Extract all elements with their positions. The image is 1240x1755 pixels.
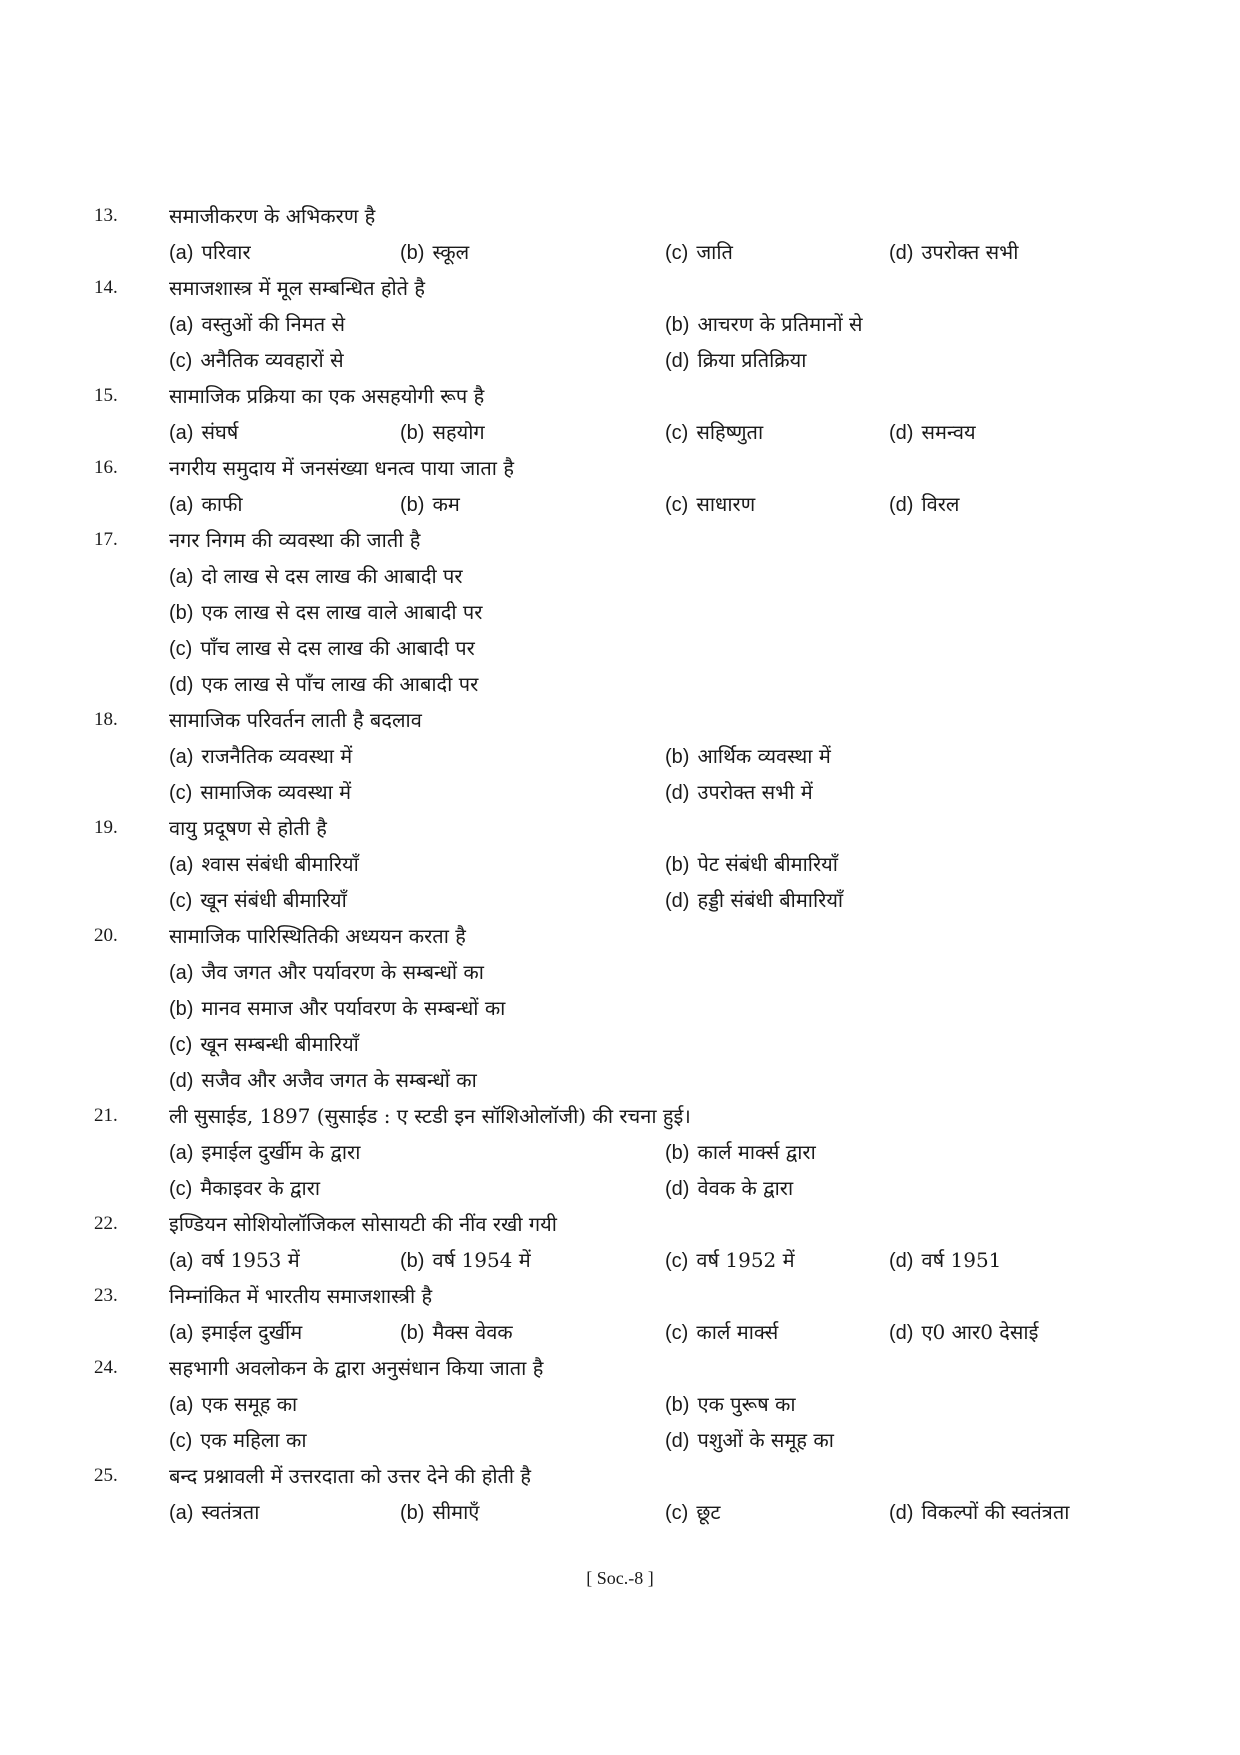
option-b <box>400 414 485 451</box>
option-label: (a) <box>169 494 194 516</box>
option-text: हड्डी संबंधी बीमारियाँ <box>697 888 844 912</box>
option-text: ए0 आर0 देसाई <box>921 1320 1039 1344</box>
question-line <box>0 270 1240 306</box>
option-text: संघर्ष <box>201 420 239 444</box>
option-text: कम <box>432 492 460 516</box>
option-label: (d) <box>889 494 914 516</box>
option-label: (a) <box>169 1394 194 1416</box>
option-label: (b) <box>665 746 690 768</box>
option-d <box>665 342 806 379</box>
options-row <box>0 1242 1240 1278</box>
option-b <box>400 1242 531 1279</box>
option-text: सहयोग <box>432 420 485 444</box>
option-c <box>665 1314 778 1351</box>
option-label: (c) <box>169 1178 193 1200</box>
options-row <box>0 1026 1240 1062</box>
option-a <box>169 306 345 343</box>
options-row <box>0 234 1240 270</box>
option-label: (a) <box>169 854 194 876</box>
option-label: (a) <box>169 314 194 336</box>
options-row <box>0 594 1240 630</box>
option-d <box>169 666 478 703</box>
option-c <box>169 882 347 919</box>
question-text: नगरीय समुदाय में जनसंख्या धनत्व पाया जाता है <box>169 456 514 480</box>
question-text: सामाजिक पारिस्थितिकी अध्ययन करता है <box>169 924 466 948</box>
option-text: वर्ष 1954 में <box>432 1248 531 1272</box>
option-text: वर्ष 1952 में <box>696 1248 795 1272</box>
options-row <box>0 990 1240 1026</box>
question-line <box>0 918 1240 954</box>
question-line <box>0 378 1240 414</box>
option-text: एक समूह का <box>201 1392 298 1416</box>
option-text: अनैतिक व्यवहारों से <box>200 348 344 372</box>
option-label: (a) <box>169 746 194 768</box>
option-text: वस्तुओं की निमत से <box>201 312 345 336</box>
question-number: 18. <box>94 709 118 730</box>
question-line <box>0 1458 1240 1494</box>
question-line <box>0 198 1240 234</box>
option-label: (a) <box>169 1502 194 1524</box>
option-d <box>665 1170 793 1207</box>
option-label: (c) <box>169 350 193 372</box>
question-line <box>0 450 1240 486</box>
option-text: काफी <box>201 492 243 516</box>
question-line <box>0 810 1240 846</box>
option-label: (d) <box>665 1178 690 1200</box>
option-text: एक पुरूष का <box>697 1392 796 1416</box>
question-text: समाजीकरण के अभिकरण है <box>169 204 376 228</box>
option-b <box>665 846 838 883</box>
option-text: जाति <box>696 240 733 264</box>
option-b <box>400 1494 479 1531</box>
option-label: (d) <box>665 1430 690 1452</box>
option-c <box>665 1242 795 1279</box>
options-row <box>0 1422 1240 1458</box>
option-label: (b) <box>400 422 425 444</box>
option-label: (d) <box>665 890 690 912</box>
page-footer: [ Soc.-8 ] <box>586 1568 654 1588</box>
option-text: पशुओं के समूह का <box>697 1428 834 1452</box>
option-text: क्रिया प्रतिक्रिया <box>697 348 807 372</box>
option-a <box>169 1134 360 1171</box>
options-row <box>0 342 1240 378</box>
question-number: 15. <box>94 385 118 406</box>
option-text: दो लाख से दस लाख की आबादी पर <box>201 564 463 588</box>
option-label: (c) <box>169 1430 193 1452</box>
option-d <box>889 1242 1001 1279</box>
option-d <box>889 1494 1069 1531</box>
options-row <box>0 1494 1240 1530</box>
option-text: एक महिला का <box>200 1428 307 1452</box>
option-c <box>169 774 351 811</box>
options-row <box>0 558 1240 594</box>
option-b <box>665 1386 796 1423</box>
option-c <box>169 1026 359 1063</box>
option-text: एक लाख से पाँच लाख की आबादी पर <box>201 672 479 696</box>
question-line <box>0 1098 1240 1134</box>
option-label: (d) <box>889 1502 914 1524</box>
option-a <box>169 846 359 883</box>
option-label: (a) <box>169 962 194 984</box>
option-label: (b) <box>400 494 425 516</box>
option-a <box>169 486 243 523</box>
option-text: समन्वय <box>921 420 976 444</box>
option-label: (c) <box>665 1502 689 1524</box>
option-d <box>665 774 813 811</box>
question-line <box>0 1350 1240 1386</box>
option-label: (c) <box>169 890 193 912</box>
question-number: 19. <box>94 817 118 838</box>
question-text: ली सुसाईड, 1897 (सुसाईड : ए स्टडी इन सॉशिओलॉजी) की रचना हुई। <box>169 1104 691 1128</box>
option-text: कार्ल मार्क्स द्वारा <box>697 1140 816 1164</box>
options-row <box>0 1314 1240 1350</box>
option-label: (b) <box>665 1142 690 1164</box>
option-label: (c) <box>169 1034 193 1056</box>
option-text: मैक्स वेवक <box>432 1320 513 1344</box>
option-text: मानव समाज और पर्यावरण के सम्बन्धों का <box>201 996 506 1020</box>
option-a <box>169 558 463 595</box>
option-d <box>889 1314 1038 1351</box>
options-row <box>0 1170 1240 1206</box>
option-label: (c) <box>665 1250 689 1272</box>
option-text: स्कूल <box>432 240 470 264</box>
option-label: (c) <box>169 782 193 804</box>
option-text: इमाईल दुर्खीम के द्वारा <box>201 1140 361 1164</box>
question-text: सामाजिक प्रक्रिया का एक असहयोगी रूप है <box>169 384 485 408</box>
option-label: (d) <box>889 1322 914 1344</box>
option-a <box>169 1314 302 1351</box>
option-d <box>889 486 960 523</box>
question-line <box>0 1206 1240 1242</box>
option-label: (d) <box>889 422 914 444</box>
option-c <box>665 486 755 523</box>
options-row <box>0 306 1240 342</box>
question-text: सहभागी अवलोकन के द्वारा अनुसंधान किया जाता है <box>169 1356 544 1380</box>
option-text: सामाजिक व्यवस्था में <box>200 780 352 804</box>
question-number: 20. <box>94 925 118 946</box>
option-label: (c) <box>665 1322 689 1344</box>
option-b <box>169 594 482 631</box>
option-text: राजनैतिक व्यवस्था में <box>201 744 353 768</box>
question-number: 23. <box>94 1285 118 1306</box>
option-b <box>665 738 831 775</box>
option-a <box>169 414 238 451</box>
option-label: (a) <box>169 1322 194 1344</box>
option-b <box>400 486 460 523</box>
option-label: (c) <box>665 242 689 264</box>
option-label: (a) <box>169 1142 194 1164</box>
option-label: (d) <box>665 350 690 372</box>
option-a <box>169 234 251 271</box>
option-text: पाँच लाख से दस लाख की आबादी पर <box>200 636 475 660</box>
option-text: वर्ष 1953 में <box>201 1248 300 1272</box>
option-label: (b) <box>400 1322 425 1344</box>
option-a <box>169 738 352 775</box>
option-text: कार्ल मार्क्स <box>696 1320 779 1344</box>
option-text: साधारण <box>696 492 756 516</box>
options-row <box>0 774 1240 810</box>
option-c <box>665 414 763 451</box>
question-text: समाजशास्त्र में मूल सम्बन्धित होते है <box>169 276 426 300</box>
question-number: 14. <box>94 277 118 298</box>
option-text: सहिष्णुता <box>696 420 764 444</box>
options-row <box>0 486 1240 522</box>
option-text: जैव जगत और पर्यावरण के सम्बन्धों का <box>201 960 484 984</box>
option-text: उपरोक्त सभी <box>921 240 1019 264</box>
option-text: आर्थिक व्यवस्था में <box>697 744 831 768</box>
option-text: सीमाएँ <box>432 1500 480 1524</box>
option-text: उपरोक्त सभी में <box>697 780 813 804</box>
question-text: नगर निगम की व्यवस्था की जाती है <box>169 528 421 552</box>
options-row <box>0 414 1240 450</box>
question-line <box>0 522 1240 558</box>
options-row <box>0 954 1240 990</box>
option-c <box>665 1494 720 1531</box>
question-number: 13. <box>94 205 118 226</box>
option-d <box>889 414 976 451</box>
option-text: स्वतंत्रता <box>201 1500 260 1524</box>
option-b <box>169 990 505 1027</box>
option-c <box>169 1422 307 1459</box>
option-label: (b) <box>400 1502 425 1524</box>
option-label: (b) <box>400 1250 425 1272</box>
option-label: (b) <box>169 602 194 624</box>
option-text: खून सम्बन्धी बीमारियाँ <box>200 1032 359 1056</box>
option-label: (d) <box>169 1070 194 1092</box>
option-text: श्वास संबंधी बीमारियाँ <box>201 852 359 876</box>
option-text: परिवार <box>201 240 251 264</box>
question-number: 17. <box>94 529 118 550</box>
option-text: एक लाख से दस लाख वाले आबादी पर <box>201 600 483 624</box>
option-b <box>665 1134 816 1171</box>
question-number: 16. <box>94 457 118 478</box>
option-label: (b) <box>665 314 690 336</box>
option-label: (c) <box>665 494 689 516</box>
option-a <box>169 1242 300 1279</box>
option-b <box>400 234 469 271</box>
option-c <box>169 1170 320 1207</box>
option-text: मैकाइवर के द्वारा <box>200 1176 321 1200</box>
question-text: निम्नांकित में भारतीय समाजशास्त्री है <box>169 1284 433 1308</box>
option-a <box>169 1494 259 1531</box>
options-row <box>0 846 1240 882</box>
option-a <box>169 1386 297 1423</box>
options-row <box>0 666 1240 702</box>
question-number: 25. <box>94 1465 118 1486</box>
option-label: (d) <box>889 1250 914 1272</box>
options-row <box>0 1386 1240 1422</box>
question-text: बन्द प्रश्नावली में उत्तरदाता को उत्तर देने की होती है <box>169 1464 532 1488</box>
option-label: (d) <box>169 674 194 696</box>
option-label: (d) <box>665 782 690 804</box>
option-text: छूट <box>696 1500 721 1524</box>
option-c <box>169 342 344 379</box>
question-number: 22. <box>94 1213 118 1234</box>
option-b <box>400 1314 513 1351</box>
option-a <box>169 954 484 991</box>
option-text: विरल <box>921 492 960 516</box>
option-label: (b) <box>665 854 690 876</box>
option-label: (c) <box>169 638 193 660</box>
option-d <box>169 1062 477 1099</box>
option-label: (b) <box>400 242 425 264</box>
options-row <box>0 1062 1240 1098</box>
option-label: (a) <box>169 422 194 444</box>
options-row <box>0 738 1240 774</box>
options-row <box>0 1134 1240 1170</box>
question-text: इण्डियन सोशियोलॉजिकल सोसायटी की नींव रखी गयी <box>169 1212 557 1236</box>
option-label: (a) <box>169 242 194 264</box>
option-c <box>665 234 733 271</box>
question-text: सामाजिक परिवर्तन लाती है बदलाव <box>169 708 422 732</box>
option-label: (b) <box>169 998 194 1020</box>
option-d <box>889 234 1018 271</box>
options-row <box>0 882 1240 918</box>
option-text: विकल्पों की स्वतंत्रता <box>921 1500 1070 1524</box>
option-text: वर्ष 1951 <box>921 1248 1002 1272</box>
option-text: वेवक के द्वारा <box>697 1176 794 1200</box>
option-label: (c) <box>665 422 689 444</box>
options-row <box>0 630 1240 666</box>
option-text: आचरण के प्रतिमानों से <box>697 312 863 336</box>
option-text: खून संबंधी बीमारियाँ <box>200 888 347 912</box>
question-text: वायु प्रदूषण से होती है <box>169 816 327 840</box>
question-number: 21. <box>94 1105 118 1126</box>
option-text: सजैव और अजैव जगत के सम्बन्धों का <box>201 1068 477 1092</box>
option-d <box>665 1422 834 1459</box>
question-line <box>0 1278 1240 1314</box>
option-c <box>169 630 475 667</box>
question-line <box>0 702 1240 738</box>
option-label: (d) <box>889 242 914 264</box>
question-number: 24. <box>94 1357 118 1378</box>
option-b <box>665 306 863 343</box>
option-label: (a) <box>169 1250 194 1272</box>
option-d <box>665 882 843 919</box>
option-label: (a) <box>169 566 194 588</box>
option-label: (b) <box>665 1394 690 1416</box>
option-text: इमाईल दुर्खीम <box>201 1320 303 1344</box>
option-text: पेट संबंधी बीमारियाँ <box>697 852 838 876</box>
